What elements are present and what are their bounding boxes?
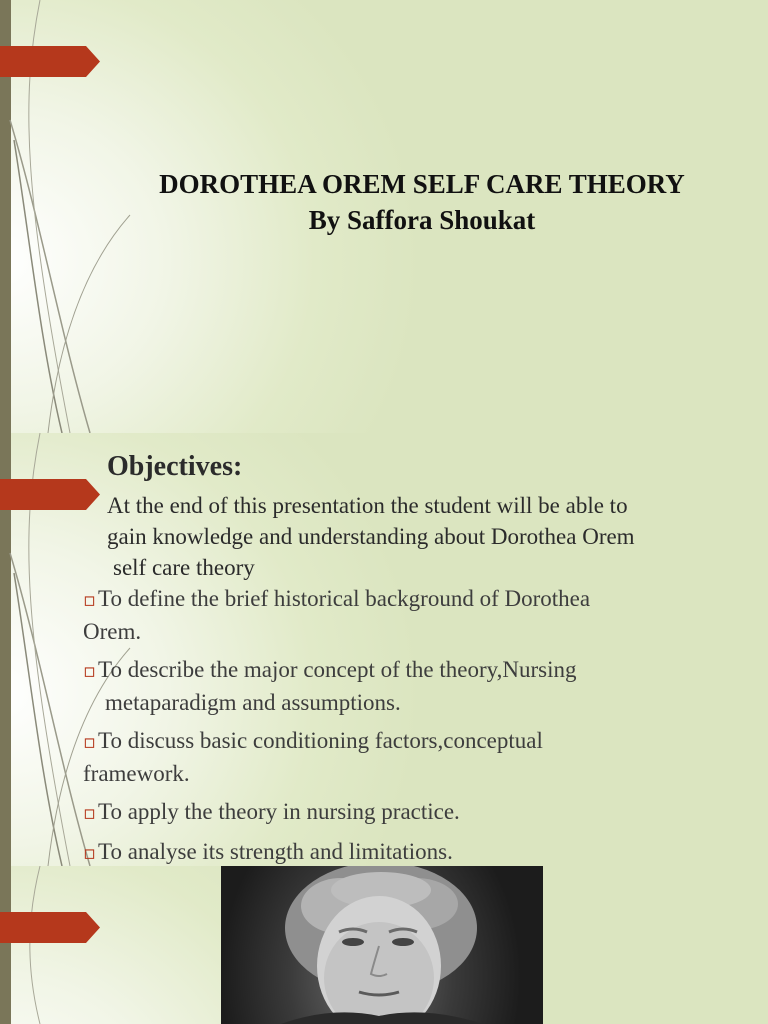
intro-line: self care theory: [113, 555, 255, 580]
list-item: ▫To discuss basic conditioning factors,conceptual framework.: [83, 728, 543, 786]
bullet-marker-icon: ▫: [83, 589, 96, 611]
bullet-marker-icon: ▫: [83, 731, 96, 753]
objectives-list: [83, 583, 743, 866]
objectives-slide: [0, 433, 768, 866]
intro-line: gain knowledge and understanding about Dorothea Orem: [107, 524, 635, 549]
objectives-intro: [107, 490, 727, 583]
decorative-curves: [0, 866, 140, 1024]
accent-arrow: [0, 46, 100, 77]
bullet-marker-icon: ▫: [83, 802, 96, 824]
title-slide: [0, 0, 768, 433]
slide-title: DOROTHEA OREM SELF CARE THEORY: [159, 169, 685, 199]
intro-line: At the end of this presentation the student will be able to: [107, 493, 628, 518]
list-item: ▫To apply the theory in nursing practice.: [83, 796, 743, 829]
portrait-photo: [221, 866, 543, 1024]
list-item: ▫To describe the major concept of the theory,Nursing metaparadigm and assumptions.: [83, 657, 577, 715]
accent-arrow: [0, 912, 100, 943]
list-item: ▫To define the brief historical background of Dorothea Orem.: [83, 586, 591, 644]
portrait-illustration: [221, 866, 543, 1024]
objectives-heading: Objectives:: [107, 451, 243, 482]
bullet-marker-icon: ▫: [83, 842, 96, 864]
list-item: ▫To analyse its strength and limitations.: [83, 836, 743, 866]
bullet-marker-icon: ▫: [83, 660, 96, 682]
slide-subtitle: By Saffora Shoukat: [308, 205, 536, 235]
accent-arrow: [0, 479, 100, 510]
portrait-slide: [0, 866, 768, 1024]
